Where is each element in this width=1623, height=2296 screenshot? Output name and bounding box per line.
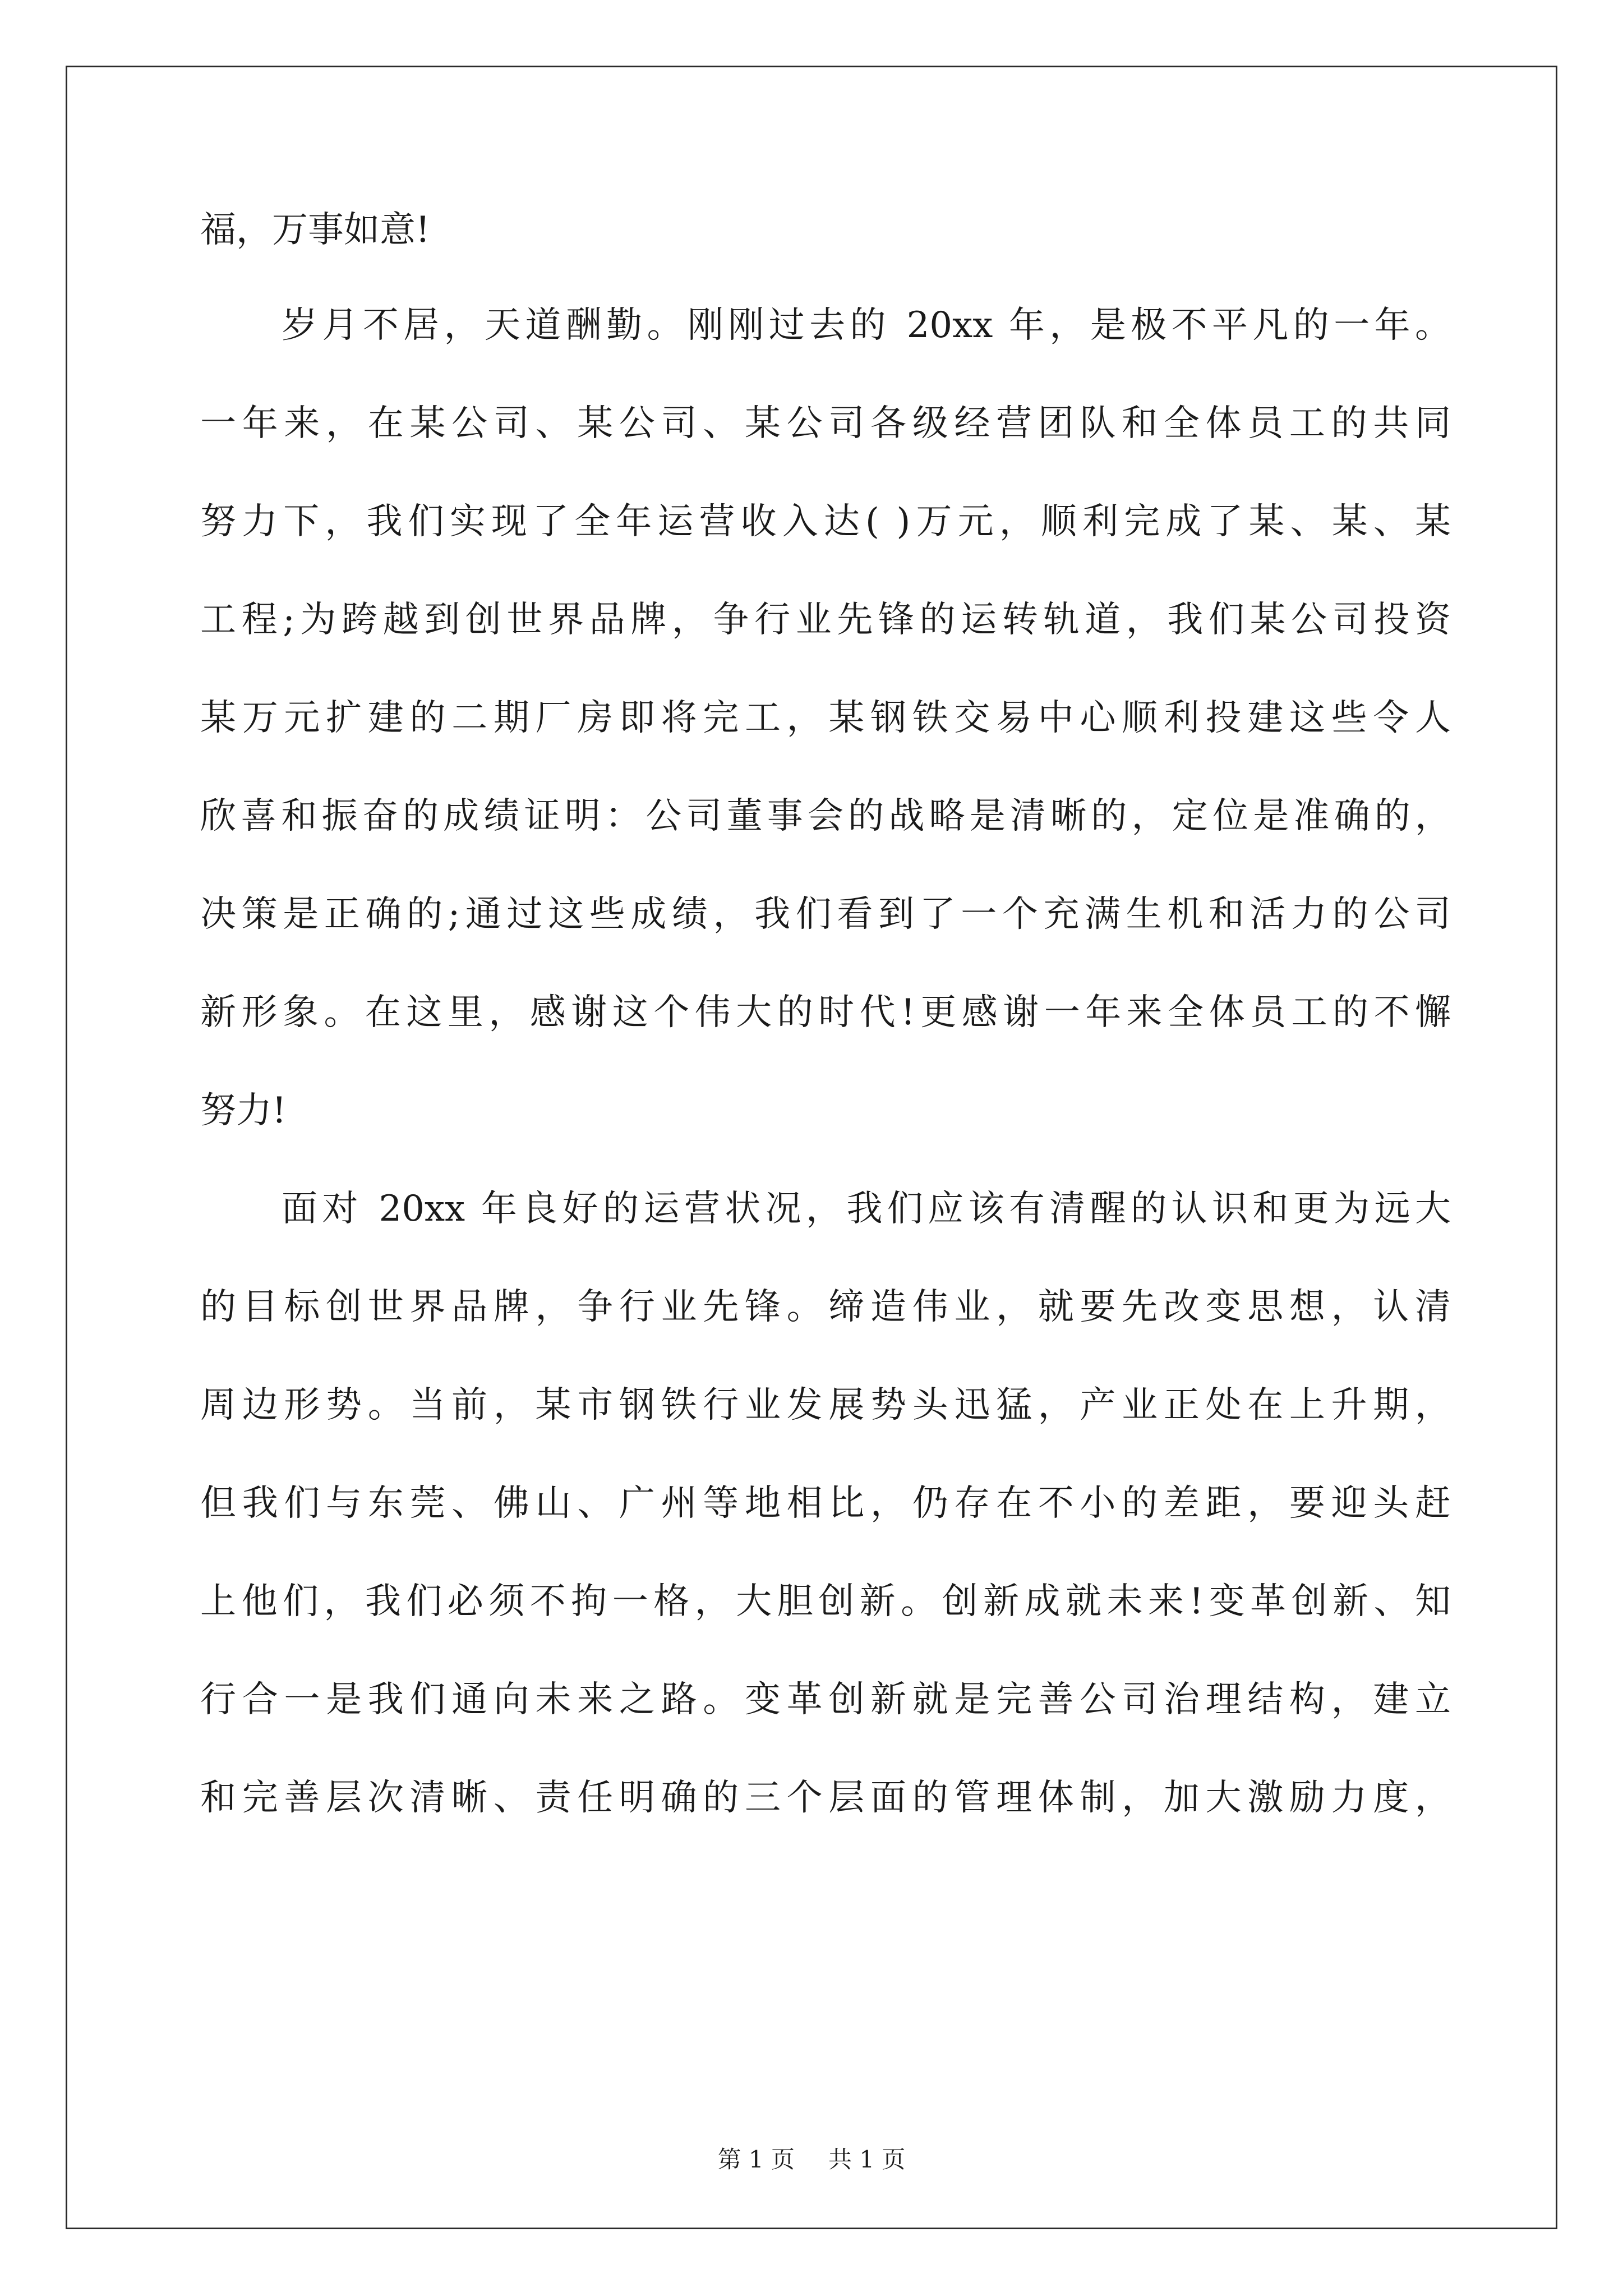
paragraph-start-line: 岁月不居，天道酬勤。刚刚过去的 20xx 年，是极不平凡的一年。	[282, 305, 1451, 346]
text-line: 行合一是我们通向未来之路。变革创新就是完善公司治理结构，建立	[200, 1679, 1451, 1720]
text-line: 工程;为跨越到创世界品牌，争行业先锋的运转轨道，我们某公司投资	[200, 599, 1451, 641]
text-line: 努力!	[200, 1090, 287, 1131]
text-line: 某万元扩建的二期厂房即将完工，某钢铁交易中心顺利投建这些令人	[200, 697, 1451, 739]
page-total: 共 1 页	[828, 2146, 906, 2173]
text-line: 努力下，我们实现了全年运营收入达( )万元，顺利完成了某、某、某	[200, 501, 1451, 542]
page-footer	[0, 2143, 1623, 2177]
text-line: 的目标创世界品牌，争行业先锋。缔造伟业，就要先改变思想，认清	[200, 1286, 1451, 1328]
text-line: 新形象。在这里，感谢这个伟大的时代!更感谢一年来全体员工的不懈	[200, 992, 1451, 1033]
text-line: 和完善层次清晰、责任明确的三个层面的管理体制，加大激励力度，	[200, 1777, 1451, 1819]
text-line: 上他们，我们必须不拘一格，大胆创新。创新成就未来!变革创新、知	[200, 1581, 1451, 1622]
text-line: 决策是正确的;通过这些成绩，我们看到了一个充满生机和活力的公司	[200, 894, 1451, 935]
paragraph-start-line: 面对 20xx 年良好的运营状况，我们应该有清醒的认识和更为远大	[282, 1188, 1451, 1230]
text-line: 福，万事如意!	[200, 209, 430, 251]
page-border	[66, 66, 1557, 2229]
text-line: 周边形势。当前，某市钢铁行业发展势头迅猛，产业正处在上升期，	[200, 1384, 1451, 1426]
text-line: 一年来，在某公司、某公司、某公司各级经营团队和全体员工的共同	[200, 403, 1451, 444]
text-line: 欣喜和振奋的成绩证明：公司董事会的战略是清晰的，定位是准确的，	[200, 795, 1451, 837]
text-line: 但我们与东莞、佛山、广州等地相比，仍存在不小的差距，要迎头赶	[200, 1483, 1451, 1524]
page-number: 第 1 页	[717, 2146, 795, 2173]
